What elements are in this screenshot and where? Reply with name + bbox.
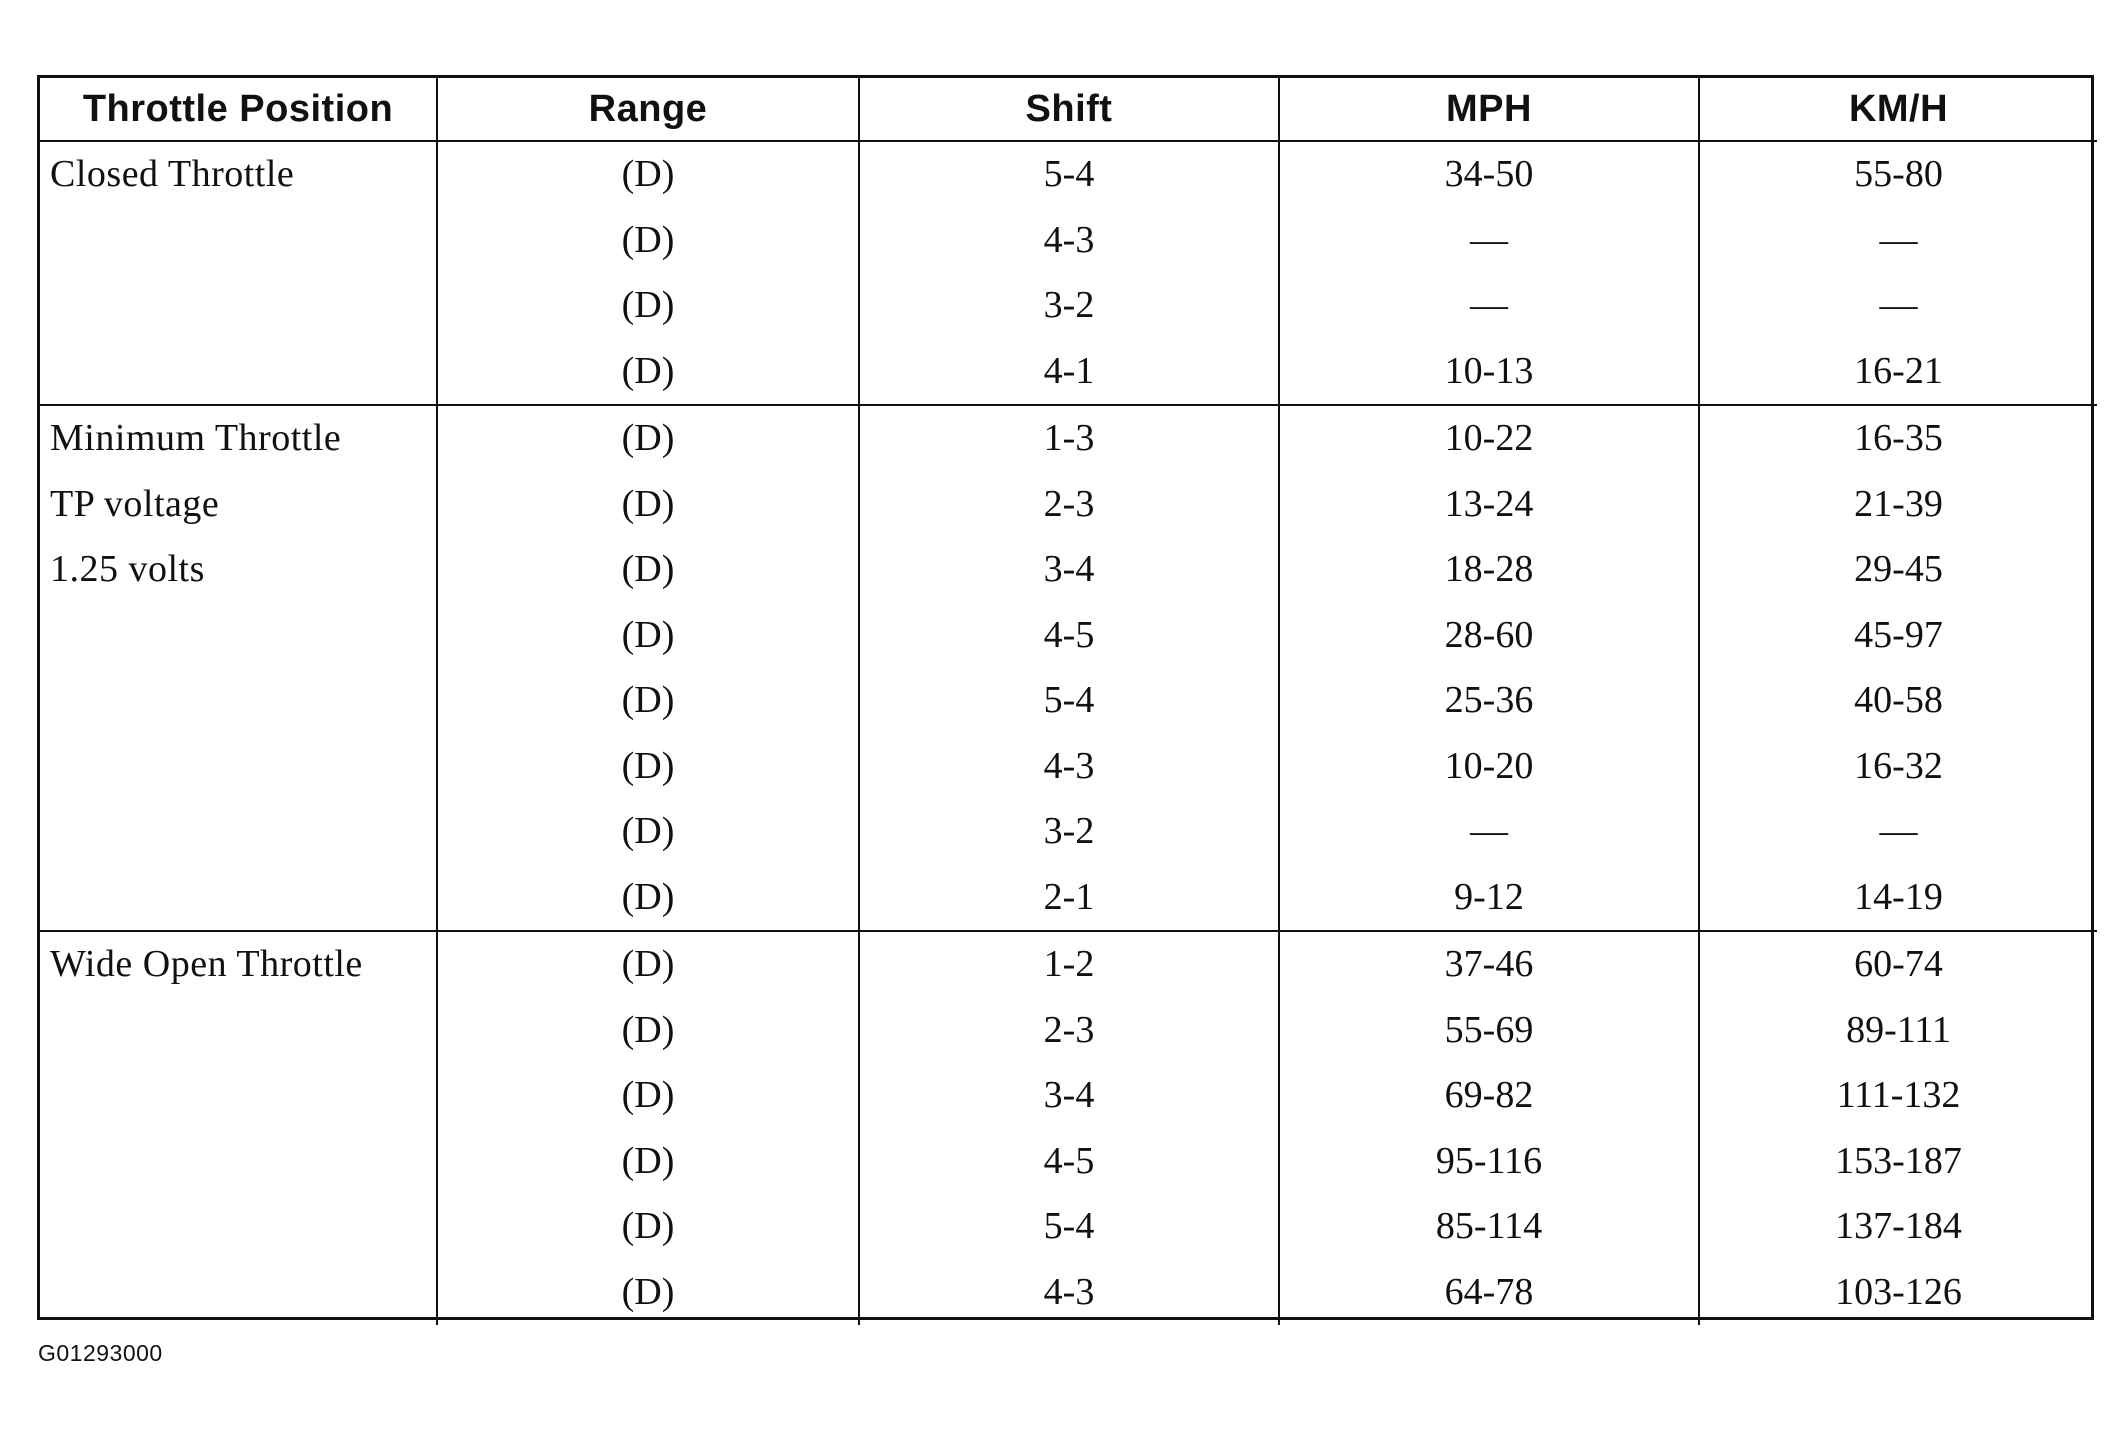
range-value: (D) <box>621 1074 675 1116</box>
kmh-value: 89-111 <box>1846 1008 1951 1051</box>
kmh-value: 16-21 <box>1854 349 1943 392</box>
kmh-value: 14-19 <box>1854 875 1943 918</box>
kmh-value: 55-80 <box>1854 153 1943 195</box>
throttle-position-text: TP voltage <box>50 482 220 525</box>
range-value: (D) <box>621 349 675 392</box>
throttle-position-text: Wide Open Throttle <box>50 943 363 985</box>
table-row-group <box>40 405 2097 931</box>
shift-speed-table <box>40 78 2097 1325</box>
range-value: (D) <box>621 943 675 985</box>
shift-value: 4-3 <box>1043 218 1095 261</box>
mph-value: 64-78 <box>1444 1270 1534 1313</box>
header-throttle-position: Throttle Position <box>40 78 437 141</box>
shift-cell <box>859 141 1279 405</box>
shift-value: 5-4 <box>1043 1205 1095 1247</box>
mph-value: 10-22 <box>1444 417 1534 459</box>
table-body <box>40 141 2097 1325</box>
kmh-value: 137-184 <box>1835 1205 1962 1247</box>
kmh-cell <box>1699 141 2097 405</box>
mph-cell <box>1279 931 1699 1325</box>
kmh-value: 60-74 <box>1854 943 1943 985</box>
mph-value: 9-12 <box>1454 875 1524 918</box>
shift-value: 5-4 <box>1043 153 1095 195</box>
table-row-group <box>40 931 2097 1325</box>
shift-speed-table-frame <box>37 75 2094 1320</box>
shift-value: 4-3 <box>1043 1270 1095 1313</box>
kmh-value: 111-132 <box>1836 1074 1961 1116</box>
table-header-row <box>40 78 2097 141</box>
shift-cell <box>859 931 1279 1325</box>
kmh-value: 40-58 <box>1854 679 1943 721</box>
mph-value: 37-46 <box>1444 943 1534 985</box>
kmh-value: 45-97 <box>1854 613 1943 656</box>
range-value: (D) <box>621 153 675 195</box>
header-kmh: KM/H <box>1699 78 2097 141</box>
kmh-value: 103-126 <box>1835 1270 1962 1313</box>
header-range: Range <box>437 78 859 141</box>
shift-value: 4-1 <box>1043 349 1095 392</box>
range-value: (D) <box>621 679 675 721</box>
range-value: (D) <box>621 744 675 787</box>
shift-value: 5-4 <box>1043 679 1095 721</box>
mph-value: — <box>1470 284 1508 326</box>
header-mph: MPH <box>1279 78 1699 141</box>
shift-cell <box>859 405 1279 931</box>
mph-value: — <box>1470 810 1508 852</box>
mph-value: 95-116 <box>1435 1139 1543 1182</box>
range-value: (D) <box>621 548 675 590</box>
range-cell <box>437 931 859 1325</box>
range-value: (D) <box>621 1139 675 1182</box>
mph-value: 10-20 <box>1444 744 1534 787</box>
mph-value: 34-50 <box>1444 153 1534 195</box>
kmh-value: 16-35 <box>1854 417 1943 459</box>
throttle-position-text: 1.25 volts <box>50 548 205 590</box>
range-cell <box>437 141 859 405</box>
shift-value: 2-3 <box>1043 482 1095 525</box>
mph-value: 85-114 <box>1435 1205 1543 1247</box>
range-value: (D) <box>621 284 675 326</box>
kmh-value: 153-187 <box>1835 1139 1962 1182</box>
mph-value: 18-28 <box>1444 548 1534 590</box>
range-cell <box>437 405 859 931</box>
mph-cell <box>1279 405 1699 931</box>
mph-cell <box>1279 141 1699 405</box>
range-value: (D) <box>621 875 675 918</box>
shift-value: 2-3 <box>1043 1008 1095 1051</box>
mph-value: 55-69 <box>1444 1008 1534 1051</box>
kmh-value: — <box>1879 810 1918 852</box>
range-value: (D) <box>621 1270 675 1313</box>
mph-value: 69-82 <box>1444 1074 1534 1116</box>
throttle-position-text: Closed Throttle <box>50 153 295 195</box>
throttle-position-text: Minimum Throttle <box>50 417 342 459</box>
shift-value: 1-2 <box>1043 943 1095 985</box>
kmh-value: 21-39 <box>1854 482 1943 525</box>
shift-value: 4-3 <box>1043 744 1095 787</box>
shift-value: 3-2 <box>1043 810 1095 852</box>
shift-value: 3-4 <box>1043 548 1095 590</box>
throttle-position-cell <box>40 141 437 405</box>
range-value: (D) <box>621 1205 675 1247</box>
throttle-position-cell <box>40 931 437 1325</box>
table-row-group <box>40 141 2097 405</box>
range-value: (D) <box>621 810 675 852</box>
kmh-cell <box>1699 931 2097 1325</box>
mph-value: — <box>1470 218 1508 261</box>
shift-value: 1-3 <box>1043 417 1095 459</box>
range-value: (D) <box>621 482 675 525</box>
shift-value: 2-1 <box>1043 875 1095 918</box>
range-value: (D) <box>621 218 675 261</box>
mph-value: 13-24 <box>1444 482 1534 525</box>
kmh-value: — <box>1879 284 1918 326</box>
range-value: (D) <box>621 417 675 459</box>
throttle-position-cell <box>40 405 437 931</box>
mph-value: 25-36 <box>1444 679 1534 721</box>
kmh-cell <box>1699 405 2097 931</box>
mph-value: 10-13 <box>1444 349 1534 392</box>
kmh-value: 29-45 <box>1854 548 1943 590</box>
range-value: (D) <box>621 613 675 656</box>
shift-value: 4-5 <box>1043 1139 1095 1182</box>
header-shift: Shift <box>859 78 1279 141</box>
shift-value: 3-4 <box>1043 1074 1095 1116</box>
mph-value: 28-60 <box>1444 613 1534 656</box>
kmh-value: 16-32 <box>1854 744 1943 787</box>
shift-value: 3-2 <box>1043 284 1095 326</box>
kmh-value: — <box>1879 218 1918 261</box>
range-value: (D) <box>621 1008 675 1051</box>
figure-code: G01293000 <box>38 1340 163 1366</box>
shift-value: 4-5 <box>1043 613 1095 656</box>
